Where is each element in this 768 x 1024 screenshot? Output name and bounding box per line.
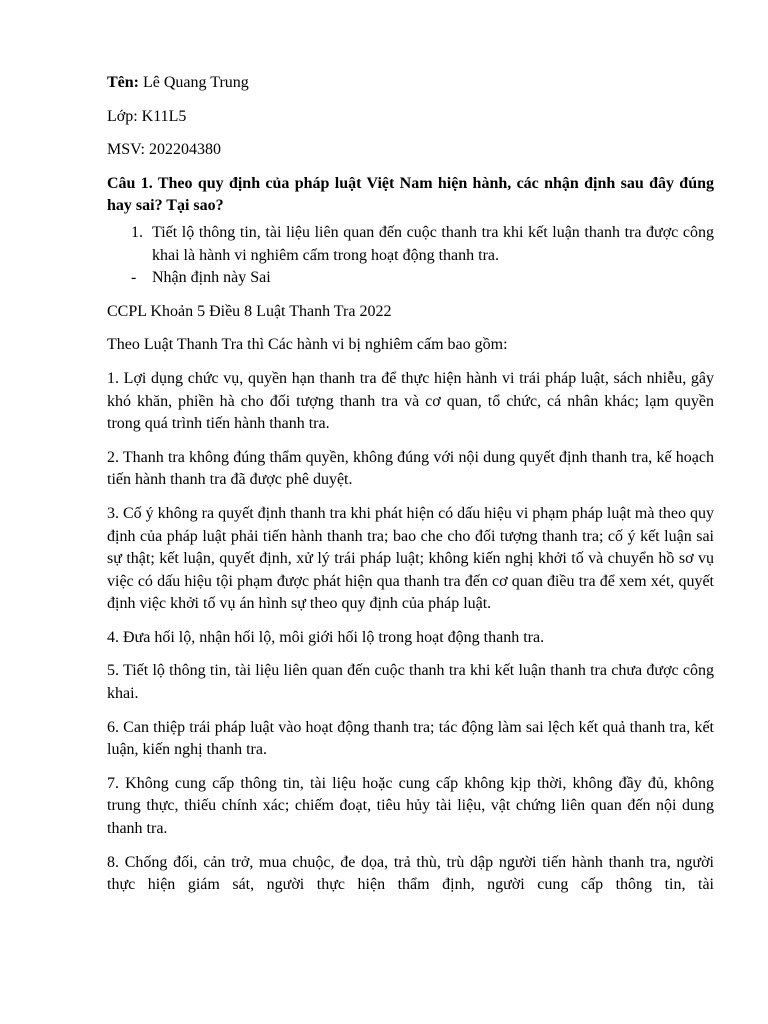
- legal-basis: CCPL Khoản 5 Điều 8 Luật Thanh Tra 2022: [107, 302, 392, 320]
- document-page: [107, 72, 714, 908]
- name-value: Lê Quang Trung: [139, 74, 249, 91]
- prohibited-act-5: 5. Tiết lộ thông tin, tài liệu liên quan đến cuộc thanh tra khi kết luận thanh tra chưa được công khai.: [107, 662, 714, 703]
- prohibited-act-1: 1. Lợi dụng chức vụ, quyền hạn thanh tra để thực hiện hành vi trái pháp luật, sách nhiễu, gây khó khăn, phiền hà cho đối tượng thanh tra và cơ quan, tổ chức, cá nhân khác; lạm quyền trong quá trình tiến hành thanh tra.: [107, 369, 714, 433]
- intro-text: Theo Luật Thanh Tra thì Các hành vi bị nghiêm cấm bao gồm:: [107, 336, 508, 354]
- question-title: Câu 1. Theo quy định của pháp luật Việt Nam hiện hành, các nhận định sau đây đúng hay sai? Tại sao?: [107, 174, 714, 215]
- student-name-line: [107, 72, 714, 95]
- prohibited-act-7: 7. Không cung cấp thông tin, tài liệu hoặc cung cấp không kịp thời, không đầy đủ, không trung thực, thiếu chính xác; chiếm đoạt, tiêu hủy tài liệu, vật chứng liên quan đến nội dung thanh tra.: [107, 774, 714, 838]
- statement-text: Tiết lộ thông tin, tài liệu liên quan đến cuộc thanh tra khi kết luận thanh tra được công khai là hành vi nghiêm cấm trong hoạt động thanh tra.: [152, 223, 714, 264]
- statement-item: [107, 222, 714, 267]
- verdict-dash: -: [131, 269, 137, 287]
- verdict-item: [107, 267, 714, 290]
- prohibited-act-6: 6. Can thiệp trái pháp luật vào hoạt động thanh tra; tác động làm sai lệch kết quả thanh tra, kết luận, kiến nghị thanh tra.: [107, 718, 714, 759]
- prohibited-act-3: 3. Cố ý không ra quyết định thanh tra khi phát hiện có dấu hiệu vi phạm pháp luật mà theo quy định của pháp luật phải tiến hành thanh tra; bao che cho đối tượng thanh tra; cố ý kết luận sai sự thật; kết luận, quyết định, xử lý trái pháp luật; không kiến nghị khởi tố và chuyển hồ sơ vụ việc có dấu hiệu tội phạm được phát hiện qua thanh tra đến cơ quan điều tra để xem xét, quyết định việc khởi tố vụ án hình sự theo quy định của pháp luật.: [107, 504, 714, 613]
- statement-number: 1.: [131, 223, 143, 241]
- class-line: Lớp: K11L5: [107, 107, 187, 125]
- prohibited-act-4: 4. Đưa hối lộ, nhận hối lộ, môi giới hối lộ trong hoạt động thanh tra.: [107, 628, 545, 646]
- verdict-text: Nhận định này Sai: [152, 269, 271, 287]
- prohibited-act-2: 2. Thanh tra không đúng thẩm quyền, không đúng với nội dung quyết định thanh tra, kế hoạch tiến hành thanh tra đã được phê duyệt.: [107, 448, 714, 489]
- name-label: Tên:: [107, 74, 139, 91]
- student-id-line: MSV: 202204380: [107, 141, 221, 159]
- prohibited-act-8: 8. Chống đối, cản trở, mua chuộc, đe dọa, trả thù, trù dập người tiến hành thanh tra, người thực hiện giám sát, người thực hiện thẩm định, người cung cấp thông tin, tài: [107, 853, 714, 894]
